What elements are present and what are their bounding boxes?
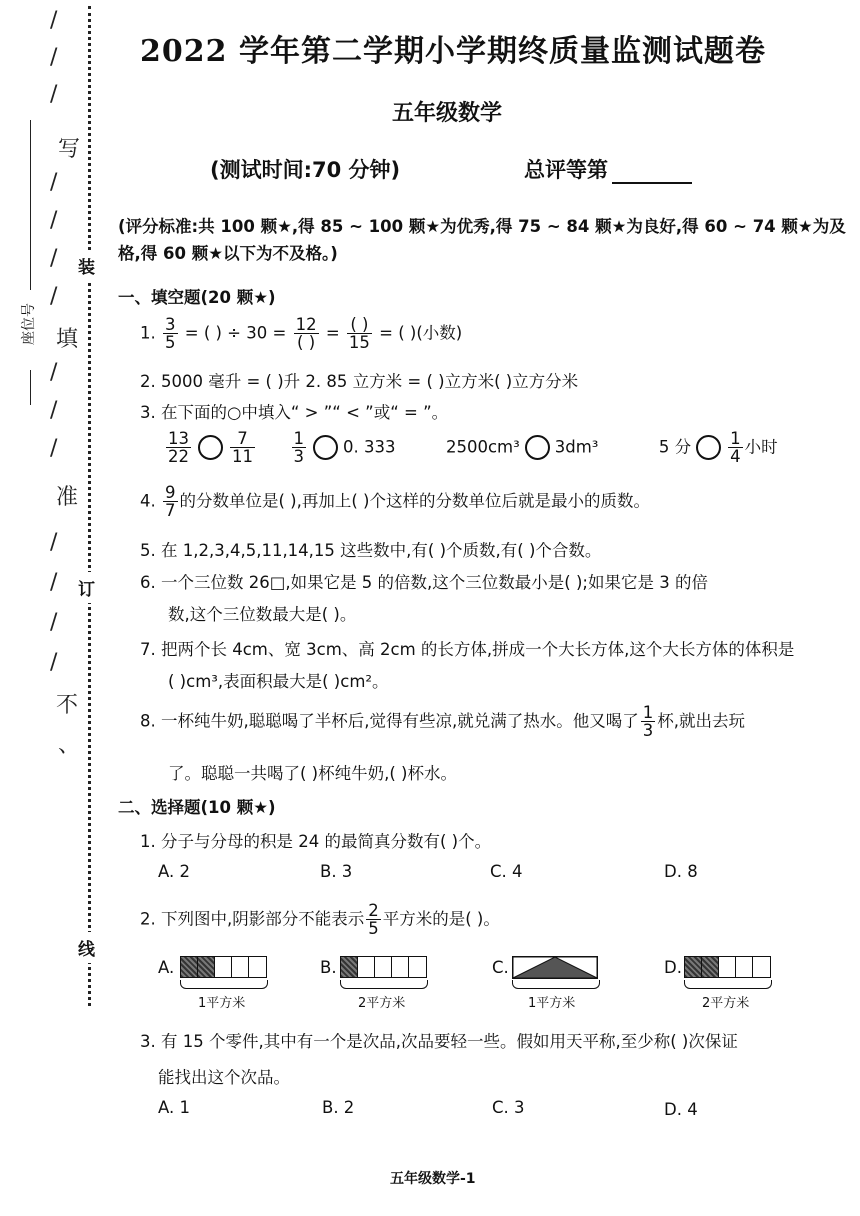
choice-2-option-b[interactable]: B. <box>320 958 337 977</box>
figure-a-unit: 1平方米 <box>198 996 246 1011</box>
binding-mark-zhuang: 装 <box>78 250 95 281</box>
choice-1-option-a[interactable]: A. 2 <box>158 862 190 881</box>
margin-slash: / <box>50 246 58 271</box>
choice-3-option-a[interactable]: A. 1 <box>158 1098 190 1117</box>
choice-2-option-a[interactable]: A. <box>158 958 175 977</box>
figure-d-bar <box>684 956 771 978</box>
figure-a-brace <box>180 980 268 989</box>
compare-circle[interactable] <box>525 435 550 460</box>
margin-rule-2 <box>30 370 31 405</box>
figure-d-brace <box>684 980 772 989</box>
choice-1-option-b[interactable]: B. 3 <box>320 862 353 881</box>
question-5: 5. 在 1,2,3,4,5,11,14,15 这些数中,有( )个质数,有( )个合数。 <box>140 541 602 560</box>
grade-label: 总评等第 <box>524 158 608 182</box>
margin-side-word: 写 <box>58 137 81 162</box>
margin-slash: / <box>50 398 58 423</box>
figure-b-unit: 2平方米 <box>358 996 406 1011</box>
figure-a-bar <box>180 956 267 978</box>
figure-c-triangle <box>512 956 598 979</box>
question-7-line-2: ( )cm³,表面积最大是( )cm²。 <box>168 672 389 691</box>
page-footer: 五年级数学-1 <box>390 1171 476 1187</box>
exam-time: (测试时间:70 分钟) <box>210 158 401 182</box>
section2-heading: 二、选择题(10 颗★) <box>118 798 276 817</box>
question-3: 3. 在下面的○中填入“ > ”“ < ”或“ = ”。 <box>140 403 449 422</box>
question-8-line-1: 8. 一杯纯牛奶,聪聪喝了半杯后,觉得有些凉,就兑满了热水。他又喝了 $\frac{1}{3}$ 杯,就出去玩 <box>140 703 745 741</box>
choice-question-3-line-1: 3. 有 15 个零件,其中有一个是次品,次品要轻一些。假如用天平称,至少称( )次保证 <box>140 1032 738 1051</box>
figure-d-unit: 2平方米 <box>702 996 750 1011</box>
exam-title: 2022 学年第二学期小学期终质量监测试题卷 <box>140 34 766 69</box>
margin-slash: / <box>50 436 58 461</box>
margin-slash: / <box>50 8 58 33</box>
margin-slash: / <box>50 284 58 309</box>
margin-side-word: 、 <box>58 733 81 758</box>
binding-dotted-line <box>88 6 91 1006</box>
margin-slash: / <box>50 45 58 70</box>
binding-mark-ding: 订 <box>78 572 95 603</box>
question-7-line-1: 7. 把两个长 4cm、宽 3cm、高 2cm 的长方体,拼成一个大长方体,这个大长方体的体积是 <box>140 640 795 659</box>
grade-field <box>524 154 692 184</box>
question-3-compare-row: $\frac{13}{22}$ $\frac{7}{11}$ $\frac{1}{3}$ 0. 333 2500cm³ 3dm³ 5 分 $\frac{1}{4}$ 小时 <box>168 429 778 467</box>
choice-2-option-c[interactable]: C. <box>492 958 509 977</box>
margin-rule-1 <box>30 120 31 290</box>
grade-blank[interactable] <box>612 160 692 184</box>
binding-mark-xian: 线 <box>78 932 95 963</box>
choice-3-option-c[interactable]: C. 3 <box>492 1098 525 1117</box>
compare-circle[interactable] <box>198 435 223 460</box>
margin-slash: / <box>50 208 58 233</box>
scoring-line-2: 格,得 60 颗★以下为不及格。) <box>118 244 338 263</box>
question-2: 2. 5000 毫升 = ( )升 2. 85 立方米 = ( )立方米( )立方分米 <box>140 372 579 391</box>
margin-side-word: 不 <box>56 693 79 718</box>
margin-slash: / <box>50 82 58 107</box>
choice-1-option-c[interactable]: C. 4 <box>490 862 523 881</box>
question-6-line-1: 6. 一个三位数 26□,如果它是 5 的倍数,这个三位数最小是( );如果它是 3 的倍 <box>140 573 708 592</box>
margin-slash: / <box>50 650 58 675</box>
margin-slash: / <box>50 570 58 595</box>
choice-question-3-line-2: 能找出这个次品。 <box>158 1068 290 1087</box>
margin-slash: / <box>50 360 58 385</box>
question-8-line-2: 了。聪聪一共喝了( )杯纯牛奶,( )杯水。 <box>168 764 457 783</box>
figure-c-brace <box>512 980 600 989</box>
figure-c-unit: 1平方米 <box>528 996 576 1011</box>
question-1: 1. $\frac{3}{5}$ = ( ) ÷ 30 = $\frac{12}{( )}$ = $\frac{( )}{15}$ = ( )(小数) <box>140 315 463 353</box>
margin-slash: / <box>50 170 58 195</box>
scoring-line-1: (评分标准:共 100 颗★,得 85 ~ 100 颗★为优秀,得 75 ~ 84 颗★为良好,得 60 ~ 74 颗★为及 <box>118 217 846 236</box>
choice-question-2: 2. 下列图中,阴影部分不能表示 $\frac{2}{5}$ 平方米的是( )。 <box>140 901 500 939</box>
question-6-line-2: 数,这个三位数最大是( )。 <box>168 605 357 624</box>
compare-circle[interactable] <box>313 435 338 460</box>
figure-b-bar <box>340 956 427 978</box>
choice-1-option-d[interactable]: D. 8 <box>664 862 698 881</box>
margin-slash: / <box>50 530 58 555</box>
question-4: 4. $\frac{9}{7}$ 的分数单位是( ),再加上( )个这样的分数单位后就是最小的质数。 <box>140 483 650 521</box>
choice-question-1: 1. 分子与分母的积是 24 的最简真分数有( )个。 <box>140 832 492 851</box>
choice-2-option-d[interactable]: D. <box>664 958 682 977</box>
margin-side-word: 填 <box>56 327 79 352</box>
seat-number-label: 座位号 <box>21 303 37 345</box>
compare-circle[interactable] <box>696 435 721 460</box>
figure-b-brace <box>340 980 428 989</box>
section1-heading: 一、填空题(20 颗★) <box>118 288 276 307</box>
margin-side-word: 准 <box>56 485 79 510</box>
margin-slash: / <box>50 610 58 635</box>
choice-3-option-d[interactable]: D. 4 <box>664 1100 698 1119</box>
choice-3-option-b[interactable]: B. 2 <box>322 1098 355 1117</box>
exam-subtitle: 五年级数学 <box>392 101 503 126</box>
